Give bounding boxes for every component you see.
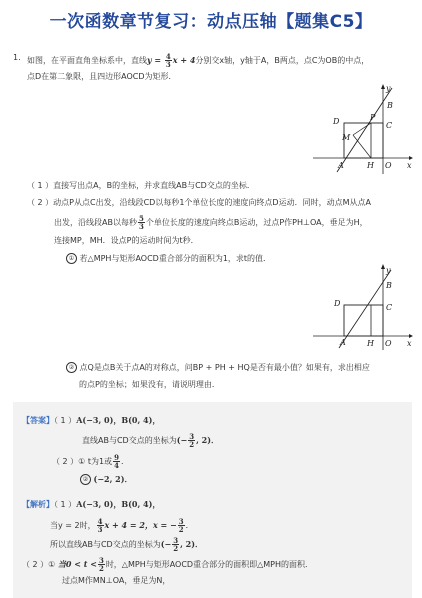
fig1-label-y: y: [386, 84, 391, 93]
fig2-label-C: C: [386, 303, 393, 312]
analysis-line5: 过点M作MN⊥OA，垂足为N，: [62, 576, 171, 585]
analysis-line1: 【解析】（ 1 ）A(−3, 0)，B(0, 4)，: [22, 499, 161, 509]
problem-stem-line2: 点D在第二象限，且四边形AOCD为矩形．: [27, 72, 177, 81]
problem-number: 1.: [13, 53, 21, 62]
fig2-label-y: y: [386, 266, 391, 275]
problem-stem-line1: 如图，在平面直角坐标系中，直线y = $\frac{4}{3}$ x + 4分别交x轴，y轴于A，B两点，点C为OB的中点，: [27, 52, 370, 69]
answer-line1: 【答案】（ 1 ）A(−3, 0)，B(0, 4)，: [22, 415, 161, 425]
fig1-label-x: x: [407, 161, 412, 170]
fig2-label-D: D: [334, 299, 341, 308]
question-1: （ 1 ）直接写出点A，B的坐标，并求直线AB与CD交点的坐标．: [27, 181, 255, 190]
sub-question-1: ① 若△MPH与矩形AOCD重合部分的面积为1，求t的值．: [66, 253, 271, 264]
answer-line2: 直线AB与CD交点的坐标为(− $\frac{3}{2}$ , 2)．: [82, 432, 220, 449]
fig2-label-B: B: [386, 281, 392, 290]
fig2-label-H: H: [367, 339, 374, 348]
fig1-label-P: P: [370, 113, 376, 122]
answer-tag: 【答案】: [22, 416, 54, 425]
answer-line3: （ 2 ）① t为1或 $\frac{9}{4}$ ．: [52, 453, 130, 470]
answer-line4: ② (−2, 2)．: [80, 474, 133, 485]
fig1-label-C: C: [386, 121, 393, 130]
fig1-label-M: M: [342, 133, 351, 142]
page-title: 一次函数章节复习：动点压轴【题集C5】: [49, 12, 373, 32]
question-2-line3: 连接MP，MH．设点P的运动时间为t秒．: [54, 236, 199, 245]
question-2-line1: （ 2 ）动点P从点C出发，沿线段CD以每秒1个单位长度的速度向终点D运动．同时，动点M从点A: [27, 198, 371, 207]
fig1-label-D: D: [333, 117, 340, 126]
analysis-line4: （ 2 ）① 当0 < t < $\frac{3}{2}$ 时，△MPH与矩形AOCD重合部分的面积即△MPH的面积．: [22, 556, 313, 573]
fig1-label-A: A: [338, 161, 344, 170]
sub-question-2-line1: ② 点Q是点B关于点A的对称点，问BP + PH + HQ是否有最小值？如果有，求出相应: [66, 362, 370, 373]
figure-2: [313, 264, 413, 350]
fig2-label-x: x: [407, 339, 412, 348]
fig1-label-B: B: [387, 101, 393, 110]
fig1-label-O: O: [385, 161, 392, 170]
fig2-label-A: A: [340, 338, 346, 347]
question-2-line2: 出发，沿线段AB以每秒 $\frac{5}{3}$ 个单位长度的速度向终点B运动，过点P作PH⊥OA，垂足为H，: [54, 214, 368, 231]
fig1-label-H: H: [367, 161, 374, 170]
analysis-line2: 当y = 2时， $\frac{4}{3}$ x + 4 = 2，x = − $\frac{3}{2}$ ．: [50, 517, 194, 534]
sub-question-2-line2: 的点P的坐标；如果没有，请说明理由．: [79, 380, 220, 389]
figure-1: [313, 84, 413, 174]
analysis-tag: 【解析】: [22, 500, 54, 509]
analysis-line3: 所以直线AB与CD交点的坐标为(− $\frac{3}{2}$ , 2)．: [50, 536, 204, 553]
fig2-label-O: O: [385, 339, 392, 348]
